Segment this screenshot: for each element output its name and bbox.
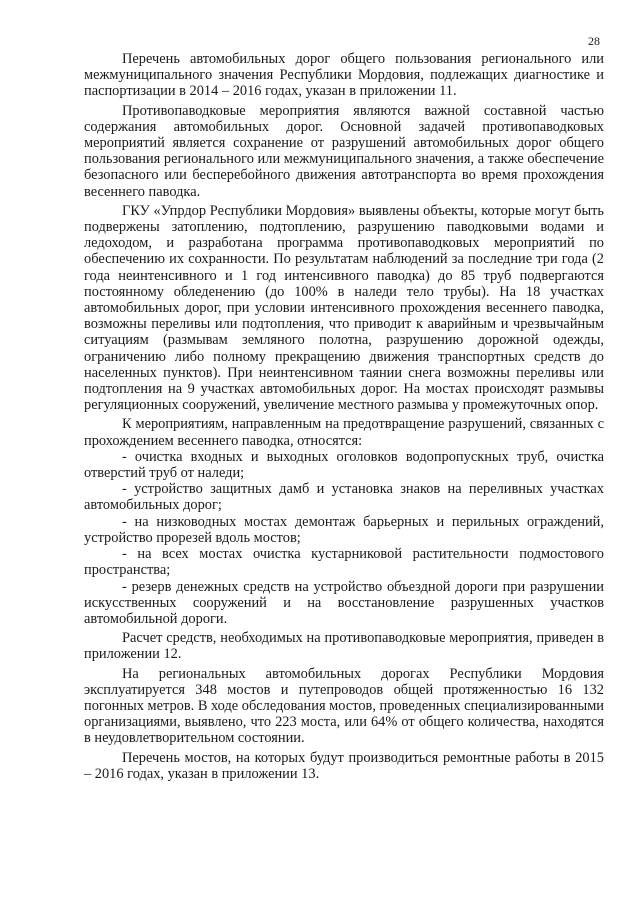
paragraph-bridges: На региональных автомобильных дорогах Республики Мордовия эксплуатируется 348 мостов и путепроводов общей протяженностью 16 132 погонных метров. В ходе обследования мостов, проведенных специализированными организациями, выявлено, что 223 моста, или 64% от общего количества, находятся в неудовлетворительном состоянии.	[84, 665, 605, 747]
page-number: 28	[588, 34, 600, 48]
list-item: - очистка входных и выходных оголовков водопропускных труб, очистка отверстий труб от наледи;	[84, 448, 604, 482]
paragraph-measures-intro: К мероприятиям, направленным на предотвращение разрушений, связанных с прохождением весеннего паводка, относятся:	[84, 416, 604, 449]
document-body	[84, 51, 604, 782]
paragraph-funding: Расчет средств, необходимых на противопаводковые мероприятия, приведен в приложении 12.	[84, 630, 604, 663]
paragraph-diagnostics: Перечень автомобильных дорог общего пользования регионального или межмуниципального значения Республики Мордовия, подлежащих диагностике и паспортизации в 2014 – 2016 годах, указан в приложении 11.	[84, 51, 604, 100]
paragraph-upravdor-findings: ГКУ «Упрдор Республики Мордовия» выявлены объекты, которые могут быть подвержены затоплению, подтоплению, разрушению паводковыми водами и ледоходом, и разработана программа противопаводковых мероприятий по обеспечению их сохранности. По результатам наблюдений за последние три года (2 года неинтенсивного и 1 год интенсивного паводка) до 85 труб подвергаются постоянному обледенению (до 100% в наледи тело трубы). На 18 участках автомобильных дорог, при условии интенсивного прохождения весеннего паводка, возможны переливы или подтопления, что приводит к аварийным и чрезвычайным ситуациям (размывам земляного полотна, разрушению дорожной одежды, ограничению либо полному прекращению движения транспортных средств до населенных пунктов). При неинтенсивном таянии снега возможны переливы или подтопления на 9 участках автомобильных дорог. На мостах происходят размывы регуляционных сооружений, увеличение местного размыва у промежуточных опор.	[84, 202, 604, 414]
list-item: - устройство защитных дамб и установка знаков на переливных участках автомобильных дорог;	[84, 481, 604, 514]
list-item: - резерв денежных средств на устройство объездной дороги при разрушении искусственных сооружений и на восстановление разрушенных участков автомобильной дороги.	[84, 578, 604, 627]
paragraph-flood-measures: Противопаводковые мероприятия являются важной составной частью содержания автомобильных дорог. Основной задачей противопаводковых мероприятий является сохранение от разрушений автомобильных дорог общего пользования регионального или межмуниципального значения, а также обеспечение безопасного или бесперебойного движения автотранспорта во время прохождения весеннего паводка.	[84, 102, 604, 200]
list-item: - на низководных мостах демонтаж барьерных и перильных ограждений, устройство прорезей вдоль мостов;	[84, 513, 604, 546]
list-item: - на всех мостах очистка кустарниковой растительности подмостового пространства;	[84, 546, 604, 579]
paragraph-bridge-repairs: Перечень мостов, на которых будут производиться ремонтные работы в 2015 – 2016 годах, указан в приложении 13.	[84, 749, 604, 782]
